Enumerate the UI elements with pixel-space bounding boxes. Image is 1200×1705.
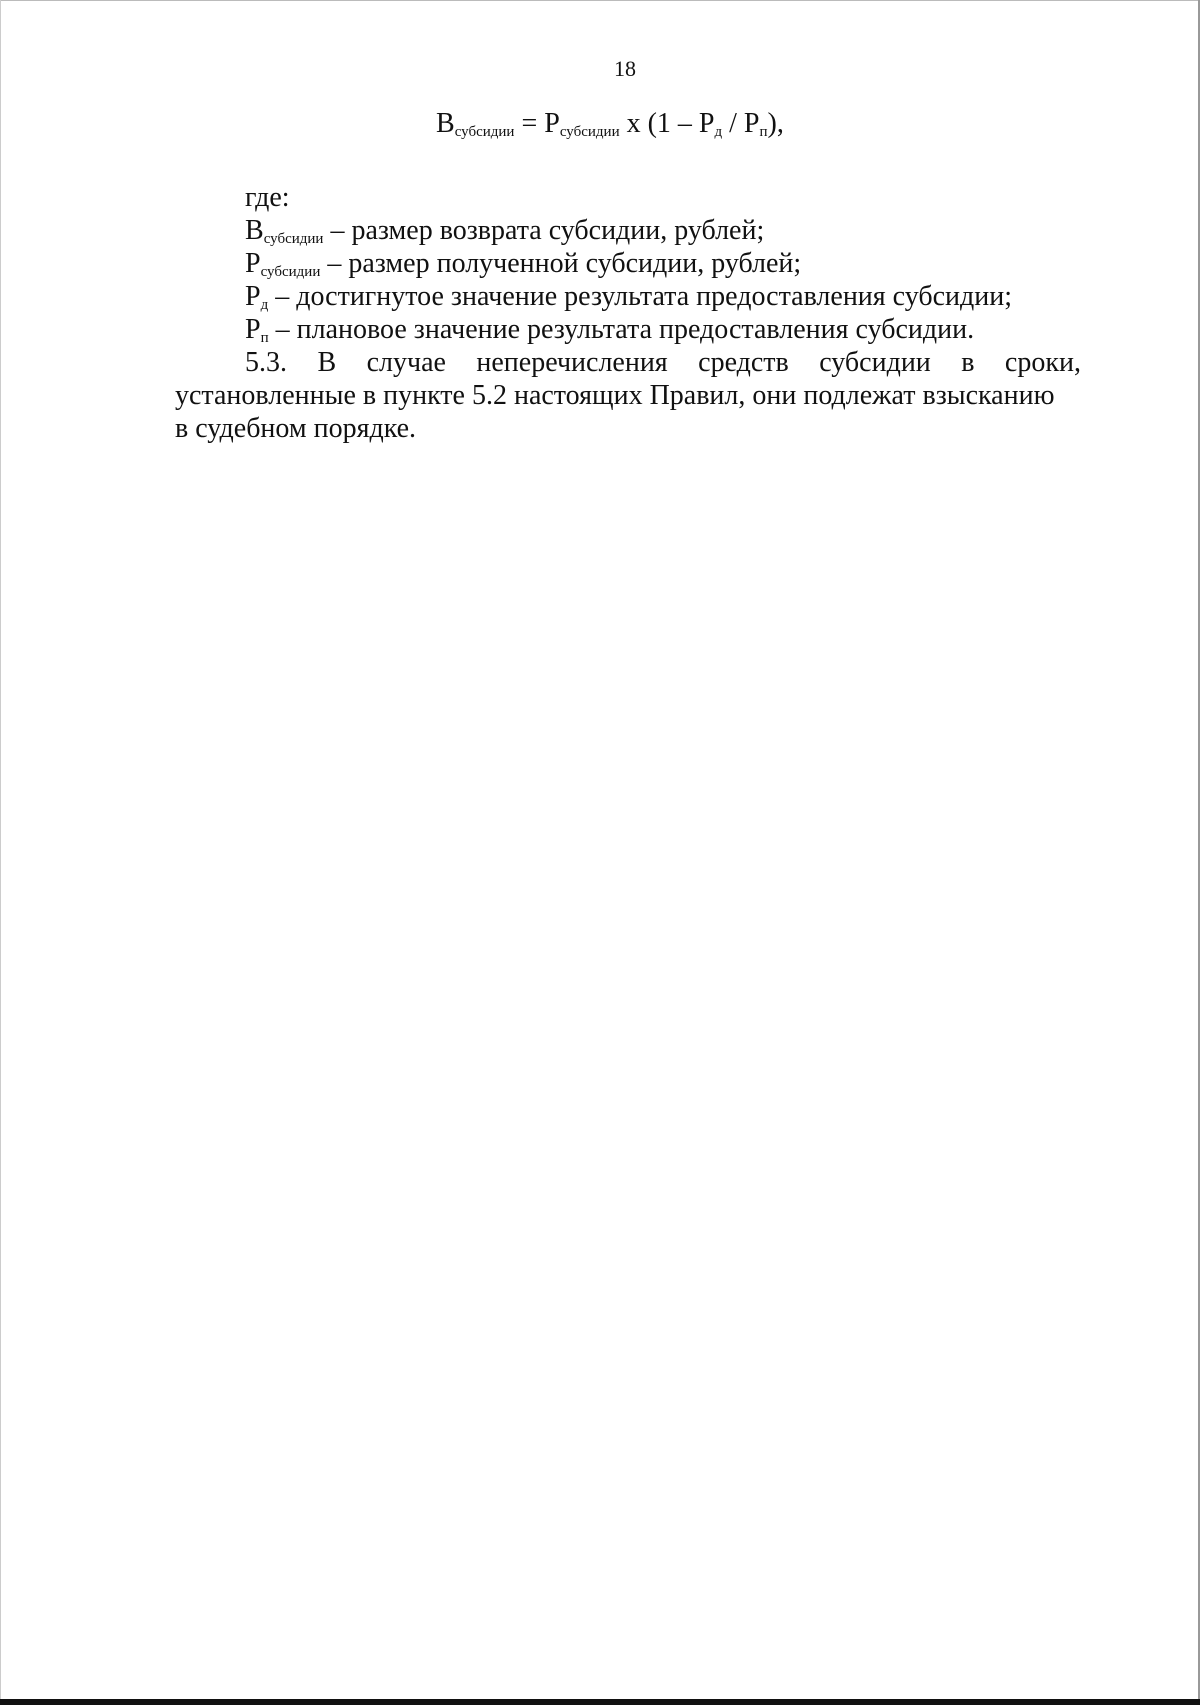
formula-b: В: [436, 108, 455, 139]
word: В: [317, 347, 337, 378]
definition-sub: д: [260, 297, 269, 313]
definition-line: [175, 313, 1081, 346]
word: сроки,: [1004, 347, 1081, 378]
definition-text: – размер полученной субсидии, рублей;: [320, 248, 802, 279]
word: субсидии: [819, 347, 931, 378]
definition-symbol: Р: [245, 281, 261, 312]
definition-sub: п: [260, 330, 269, 346]
definition-symbol: Р: [245, 314, 261, 345]
definition-symbol: В: [245, 215, 264, 246]
paragraph-5-3-line-1: [175, 346, 1081, 379]
definition-sub: субсидии: [260, 264, 321, 280]
where-label: где:: [245, 182, 290, 213]
formula-r: Р: [544, 108, 560, 139]
word: средств: [698, 347, 789, 378]
formula-eq: =: [514, 108, 545, 139]
definition-text: – плановое значение результата предоставления субсидии.: [268, 314, 975, 345]
page-number: 18: [614, 56, 636, 81]
scan-edge-left: [0, 0, 1, 1705]
word: в: [961, 347, 975, 378]
formula-rest-1: x (1 – Р: [619, 108, 715, 139]
paragraph-5-3-line-2: установленные в пункте 5.2 настоящих Правил, они подлежат взысканию: [175, 380, 1055, 411]
scan-edge-top: [0, 0, 1200, 1]
definition-symbol: Р: [245, 248, 261, 279]
scan-edge-bottom: [0, 1699, 1200, 1705]
formula-b-sub: субсидии: [454, 124, 515, 140]
formula-r-sub: субсидии: [559, 124, 620, 140]
definition-sub: субсидии: [263, 231, 324, 247]
paragraph-5-3-line-3: в судебном порядке.: [175, 413, 417, 444]
word: неперечисления: [476, 347, 668, 378]
formula-rest-2: / Р: [722, 108, 760, 139]
definition-text: – достигнутое значение результата предоставления субсидии;: [268, 281, 1013, 312]
definition-line: [175, 247, 1081, 280]
definition-line: [175, 214, 1081, 247]
formula-p-sub: п: [759, 124, 768, 140]
formula-rest-3: ),: [767, 108, 784, 139]
formula: [436, 108, 784, 140]
definitions-block: [175, 181, 1081, 445]
word: случае: [366, 347, 446, 378]
formula-d-sub: д: [714, 124, 723, 140]
definition-line: [175, 280, 1081, 313]
word: 5.3.: [245, 347, 287, 378]
definition-text: – размер возврата субсидии, рублей;: [323, 215, 765, 246]
